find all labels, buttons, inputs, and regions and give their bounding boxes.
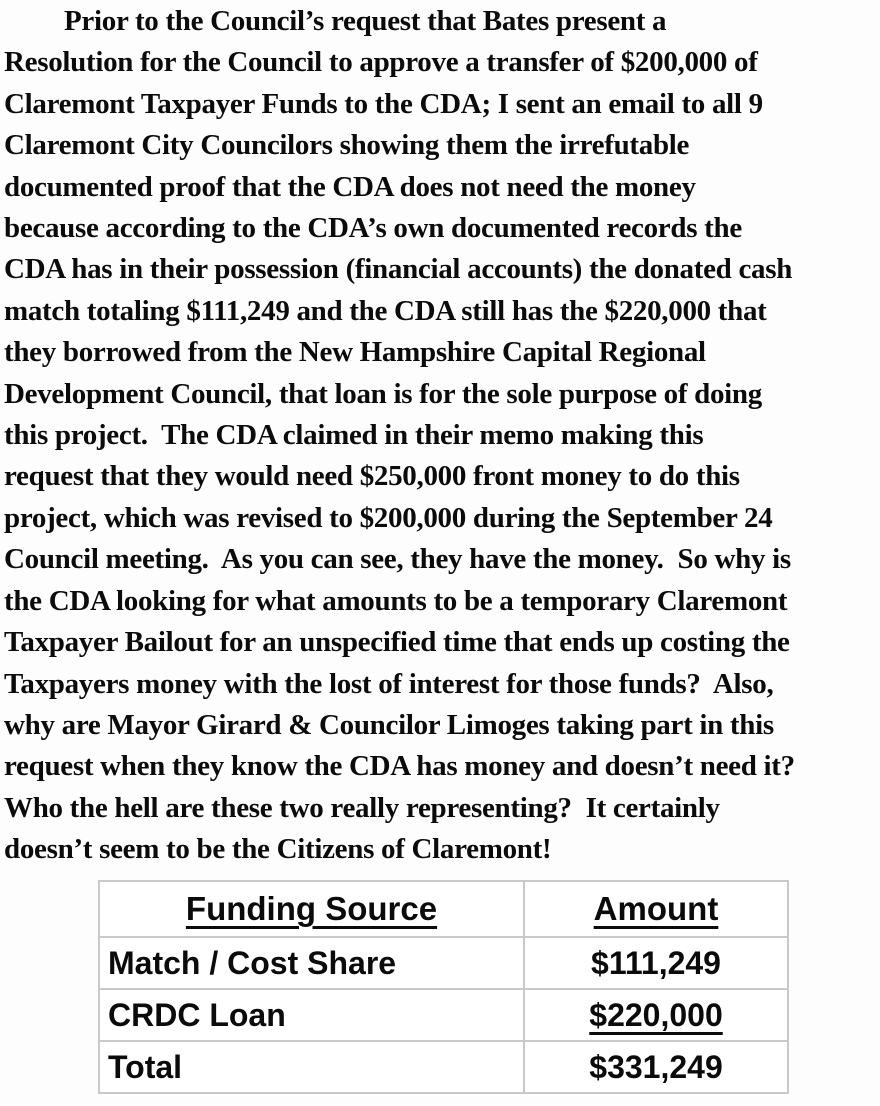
amount-cell: $111,249 [524,937,788,989]
amount-cell: $220,000 [524,989,788,1041]
paragraph-line: project, which was revised to $200,000 during the September 24 [4,501,773,534]
paragraph-line: they borrowed from the New Hampshire Capital Regional [4,336,706,369]
funding-source-cell: Total [99,1041,524,1093]
paragraph-line: Council meeting. As you can see, they have the money. So why is [4,543,791,576]
paragraph-line: documented proof that the CDA does not need the money [4,170,696,203]
paragraph-line: CDA has in their possession (financial accounts) the donated cash [4,253,793,286]
paragraph-line: Who the hell are these two really representing? It certainly [4,791,720,824]
paragraph-line: request when they know the CDA has money and doesn’t need it? [4,750,795,783]
paragraph-line: Prior to the Council’s request that Bates present a [64,5,667,37]
paragraph-line: match totaling $111,249 and the CDA still has the $220,000 that [4,294,767,327]
funding-source-cell: Match / Cost Share [99,937,524,989]
paragraph-line: Claremont Taxpayer Funds to the CDA; I sent an email to all 9 [4,87,763,120]
funding-table-row [99,937,788,989]
amount-cell: $331,249 [524,1041,788,1093]
document-paragraph [4,1,880,871]
paragraph-line: Claremont City Councilors showing them the irrefutable [4,129,690,162]
paragraph-line: this project. The CDA claimed in their memo making this [4,419,704,452]
paragraph-line: because according to the CDA’s own documented records the [4,212,742,245]
funding-table-header-row [99,881,788,937]
funding-table [98,880,789,1094]
paragraph-line: doesn’t seem to be the Citizens of Claremont! [4,833,552,866]
funding-source-header: Funding Source [99,881,524,937]
funding-table-row [99,1041,788,1093]
paragraph-line: Taxpayer Bailout for an unspecified time that ends up costing the [4,626,790,659]
paragraph-line: request that they would need $250,000 front money to do this [4,460,740,493]
paragraph-line: Development Council, that loan is for the sole purpose of doing [4,377,762,410]
funding-table-row [99,989,788,1041]
paragraph-line: Taxpayers money with the lost of interest for those funds? Also, [4,667,774,700]
paragraph-line: why are Mayor Girard & Councilor Limoges taking part in this [4,708,774,741]
amount-header: Amount [524,881,788,937]
paragraph-line: Resolution for the Council to approve a transfer of $200,000 of [4,46,758,79]
paragraph-line: the CDA looking for what amounts to be a temporary Claremont [4,584,788,617]
funding-source-cell: CRDC Loan [99,989,524,1041]
